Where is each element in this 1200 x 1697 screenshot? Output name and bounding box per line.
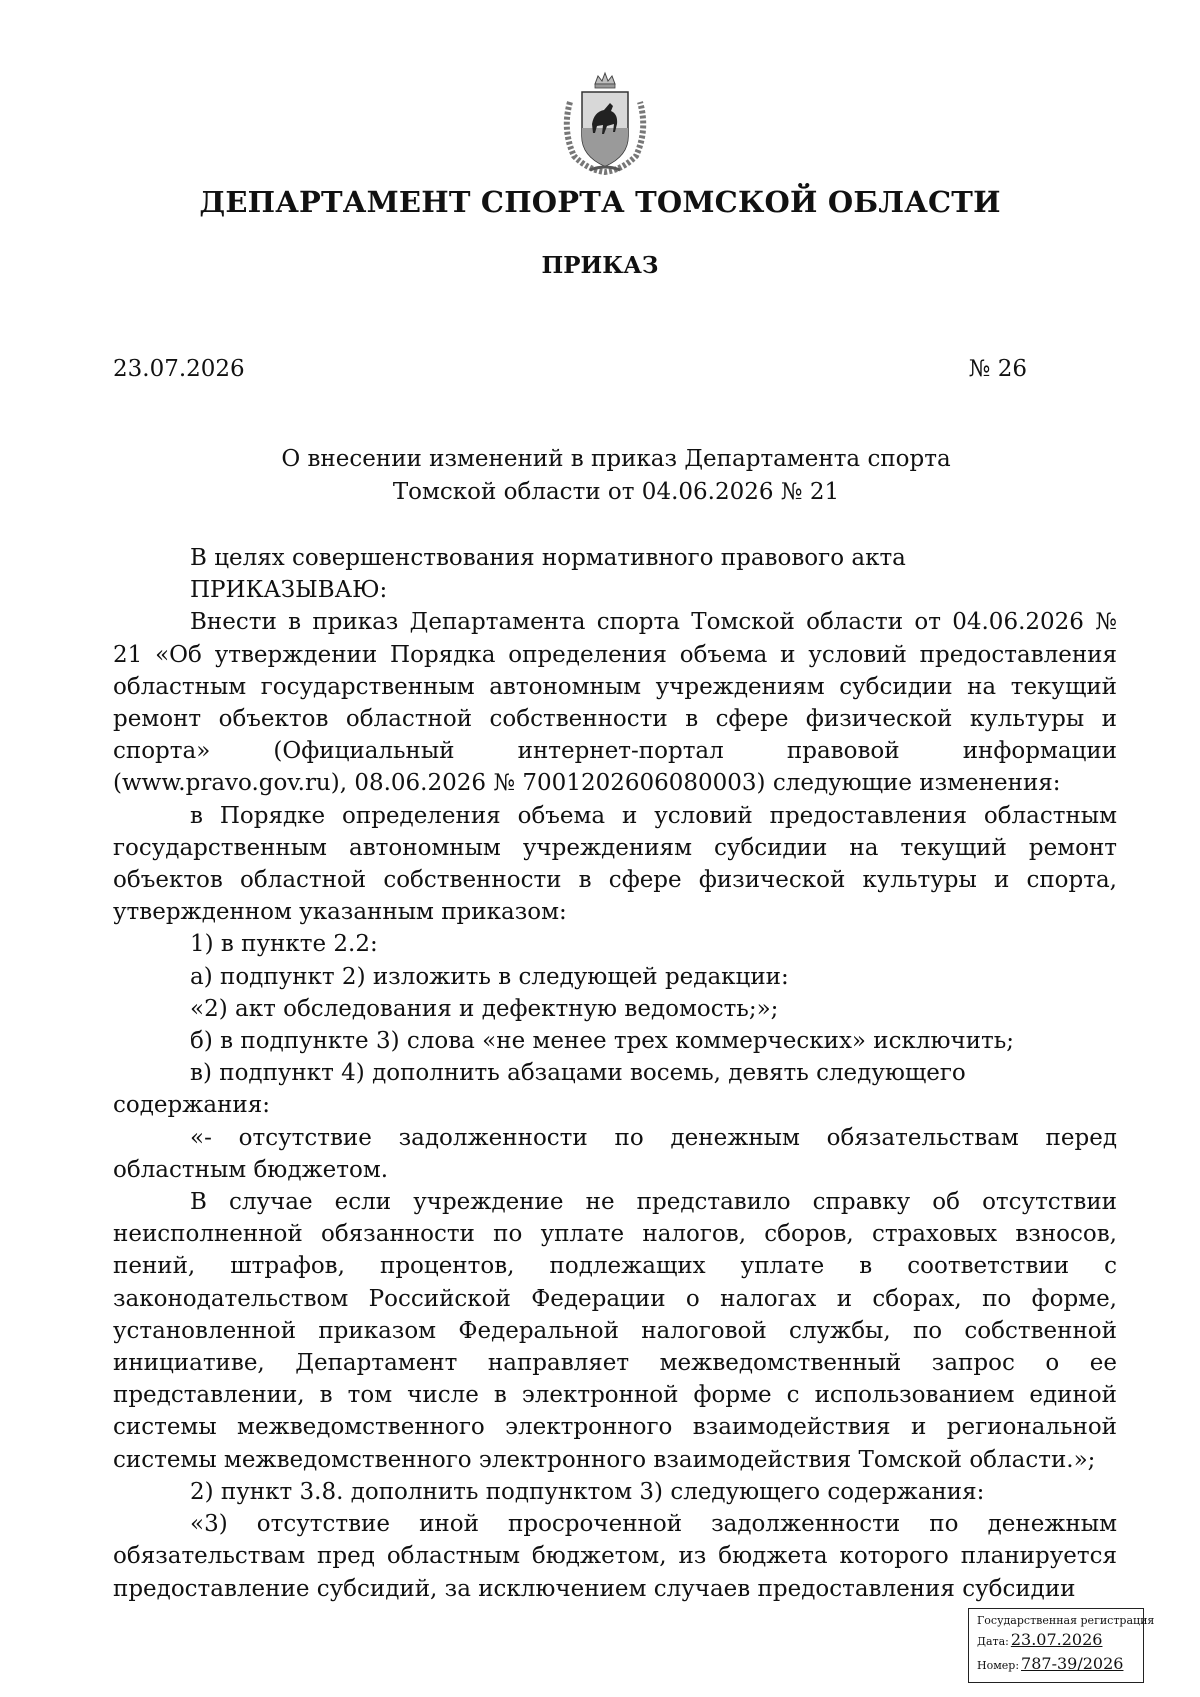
body-paragraph-item-1: 1) в пункте 2.2: (190, 931, 378, 958)
registration-date-row (977, 1629, 1137, 1653)
body-paragraph-procedure: в Порядке определения объема и условий предоставления областным государственным автономным учреждениям субсидии на текущий ремонт объектов областной собственности в сфере физической культуры и спорта, утвержденном указанным приказом: (113, 802, 1117, 926)
registration-date-value: 23.07.2026 (1010, 1630, 1103, 1649)
body-paragraph-item-2-text: «3) отсутствие иной просроченной задолженности по денежным обязательствам пред областным бюджетом, из бюджета которого планируется предоставление субсидий, за исключением случаев предоставления субсидии (113, 1511, 1117, 1602)
organization-title: ДЕПАРТАМЕНТ СПОРТА ТОМСКОЙ ОБЛАСТИ (199, 185, 1001, 219)
document-subject (0, 443, 1200, 509)
registration-number-value: 787-39/2026 (1021, 1654, 1124, 1673)
document-body (113, 542, 1117, 1605)
body-paragraph-item-1c-text: «- отсутствие задолженности по денежным обязательствам перед областным бюджетом. (113, 1124, 1117, 1183)
body-paragraph-tax-certificate: В случае если учреждение не представило справку об отсутствии неисполненной обязанности по уплате налогов, сборов, страховых взносов, пений, штрафов, процентов, подлежащих уплате в соответствии с законодательством Российской Федерации о налогах и сборах, по форме, установленной приказом Федеральной налоговой службы, по собственной инициативе, Департамент направляет межведомственный запрос о ее представлении, в том числе в электронной форме с использованием единой системы межведомственного электронного взаимодействия и региональной системы межведомственного электронного взаимодействия Томской области.»; (113, 1189, 1117, 1473)
document-number: № 26 (968, 356, 1027, 382)
subject-line-1: О внесении изменений в приказ Департамента спорта (281, 446, 951, 472)
body-paragraph-purpose: В целях совершенствования нормативного правового акта (190, 545, 906, 571)
registration-number-row (977, 1653, 1137, 1677)
registration-title: Государственная регистрация (977, 1614, 1155, 1627)
registration-date-label: Дата: (977, 1635, 1009, 1648)
body-paragraph-item-1a: а) подпункт 2) изложить в следующей редакции: (190, 963, 789, 990)
registration-stamp (968, 1608, 1155, 1683)
body-paragraph-amend: Внести в приказ Департамента спорта Томской области от 04.06.2026 № 21 «Об утверждении Порядка определения объема и условий предоставления областным государственным автономным учреждениям субсидии на текущий ремонт объектов областной собственности в сфере физической культуры и спорта» (Официальный интернет-портал правовой информации (www.pravo.gov.ru), 08.06.2026 № 7001202606080003) следующие изменения: (113, 609, 1117, 797)
body-paragraph-item-2: 2) пункт 3.8. дополнить подпунктом 3) следующего содержания: (190, 1478, 985, 1505)
registration-number-label: Номер: (977, 1659, 1020, 1672)
coat-of-arms-icon (560, 70, 650, 176)
subject-line-2: Томской области от 04.06.2026 № 21 (392, 479, 840, 505)
body-paragraph-item-1a-text: «2) акт обследования и дефектную ведомость;»; (190, 995, 779, 1022)
body-paragraph-order: ПРИКАЗЫВАЮ: (190, 577, 388, 604)
document-date: 23.07.2026 (113, 356, 245, 382)
body-paragraph-item-1b: б) в подпункте 3) слова «не менее трех коммерческих» исключить; (190, 1028, 1015, 1055)
body-paragraph-item-1c: в) подпункт 4) дополнить абзацами восемь, девять следующего содержания: (113, 1060, 966, 1119)
document-type: ПРИКАЗ (541, 252, 659, 279)
